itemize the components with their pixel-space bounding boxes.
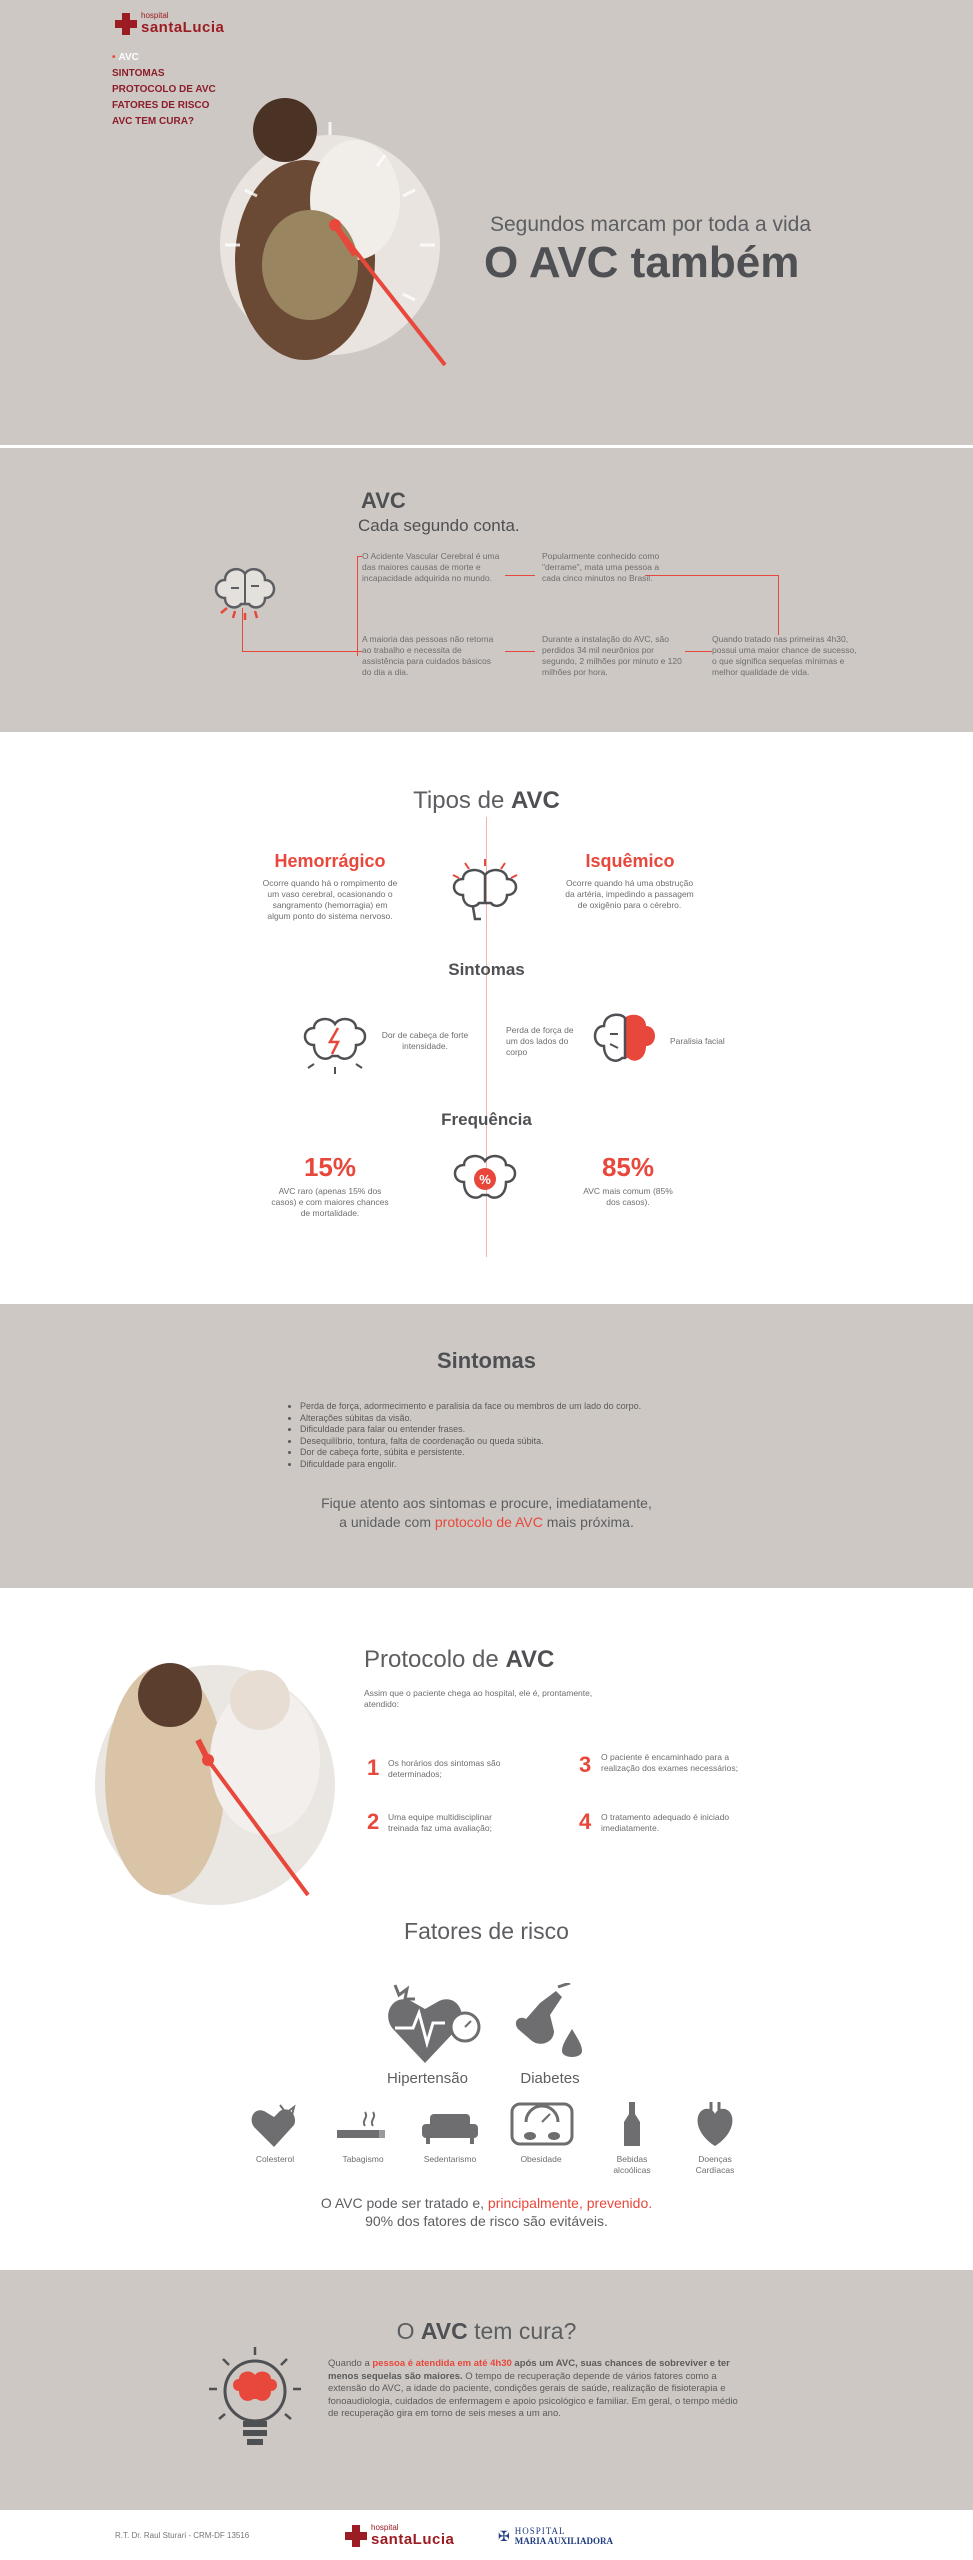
avc-subtitle: Cada segundo conta. <box>358 516 520 535</box>
protocolo-intro: Assim que o paciente chega ao hospital, ele é, prontamente, atendido: <box>364 1688 593 1709</box>
fator-hipertensao: Hipertensão <box>387 2070 468 2087</box>
cross-icon <box>345 2525 367 2547</box>
cura-text-a: Quando a <box>328 2358 370 2369</box>
hero-image-clock <box>205 80 475 380</box>
sintomas-cta-suffix: mais próxima. <box>546 1514 634 1530</box>
sintoma-item: • Alterações súbitas da visão. <box>300 1413 760 1425</box>
hemorragico-title: Hemorrágico <box>274 851 386 871</box>
sintomas-cta-prefix: a unidade com <box>339 1514 431 1530</box>
sintoma-item: • Desequilíbrio, tontura, falta de coordenação ou queda súbita. <box>300 1436 760 1448</box>
hero-subtitle: Segundos marcam por toda a vida <box>490 213 812 236</box>
freq-85-text: AVC mais comum (85% dos casos). <box>583 1186 673 1207</box>
step-text: O tratamento adequado é iniciado imediatamente. <box>601 1812 730 1833</box>
cura-title-bold: AVC <box>420 2318 468 2344</box>
logo-small-text: hospital <box>371 2523 399 2532</box>
freq-15-text: AVC raro (apenas 15% dos casos) e com maiores chances de mortalidade. <box>271 1186 389 1218</box>
sintoma-item: • Perda de força, adormecimento e paralisia da face ou membros de um lado do corpo. <box>300 1401 760 1413</box>
footer <box>0 2510 973 2560</box>
avc-title: AVC <box>361 488 406 513</box>
avc-fact-1: O Acidente Vascular Cerebral é uma das maiores causas de morte e incapacidade adquirida no mundo. <box>362 551 500 583</box>
frequencia-title: Frequência <box>441 1110 532 1129</box>
diabetes-icon <box>510 1983 590 2068</box>
tipos-title-plain: Tipos de <box>413 787 505 814</box>
freq-15-value: 15% <box>303 1152 357 1182</box>
isquemico-title: Isquêmico <box>585 851 675 871</box>
cura-text-b: pessoa é atendida em até 4h30 <box>372 2358 512 2369</box>
cura-title <box>0 2318 973 2345</box>
fator-diabetes: Diabetes <box>520 2070 580 2087</box>
fator-sedentarismo: Sedentarismo <box>423 2154 477 2164</box>
protocolo-title-plain: Protocolo de <box>364 1646 499 1673</box>
cura-title-plain2: tem cura? <box>474 2318 577 2344</box>
sintomas-cta <box>0 1494 973 1532</box>
step-text: Os horários dos sintomas são determinados; <box>388 1758 501 1779</box>
sintoma-dor-cabeca: Dor de cabeça de forte intensidade. <box>381 1030 469 1051</box>
tipos-title <box>0 787 973 815</box>
protocolo-section <box>0 1588 973 2268</box>
brain-lightbulb-icon <box>205 2345 305 2450</box>
cura-text-c: após um AVC, <box>514 2358 578 2369</box>
step-number: 1 <box>367 1755 380 1780</box>
brain-pulse-icon <box>445 857 525 927</box>
colesterol-icon <box>250 2103 300 2148</box>
partner-logo[interactable] <box>498 2526 613 2546</box>
bebidas-icon <box>620 2100 644 2148</box>
hypertension-icon <box>385 1983 490 2068</box>
fator-bebidas: Bebidas alcoólicas <box>613 2154 651 2175</box>
partner-emblem-icon: ✠ <box>498 2527 510 2544</box>
tipos-title-bold: AVC <box>510 787 560 814</box>
nav-cura[interactable]: AVC TEM CURA? <box>112 116 195 127</box>
fatores-title: Fatores de risco <box>404 1918 569 1944</box>
fatores-conclusion <box>0 2194 973 2230</box>
avc-fact-5: Quando tratado nas primeiras 4h30, possui uma maior chance de sucesso, o que significa sequelas mínimas e melhor qualidade de vida. <box>712 634 857 677</box>
step-text: Uma equipe multidisciplinar treinada faz uma avaliação; <box>388 1812 492 1833</box>
sintoma-perda-forca: Perda de força de um dos lados do corpo <box>506 1025 574 1057</box>
cura-section <box>0 2270 973 2510</box>
step-number: 2 <box>367 1809 380 1834</box>
sintomas-title: Sintomas <box>436 1348 537 1373</box>
sintomas-list <box>290 1401 760 1470</box>
step-number: 3 <box>579 1752 592 1777</box>
protocolo-title-bold: AVC <box>505 1646 555 1673</box>
nav-sintomas[interactable]: SINTOMAS <box>112 68 165 79</box>
tabagismo-icon <box>335 2108 390 2148</box>
partner-line2: MARIA AUXILIADORA <box>514 2536 613 2546</box>
obesidade-icon <box>508 2100 576 2148</box>
cross-icon <box>115 13 137 35</box>
partner-line1: HOSPITAL <box>514 2526 566 2536</box>
hero-title: O AVC também <box>484 238 800 287</box>
avc-fact-3: A maioria das pessoas não retorna ao trabalho e necessita de assistência para cuidados básicos do dia a dia. <box>362 634 494 677</box>
hemorragico-text: Ocorre quando há o rompimento de um vaso cerebral, ocasionando o sangramento (hemorragia) em algum ponto do sistema nervoso. <box>262 878 398 921</box>
brain-headache-icon <box>300 1010 370 1080</box>
brain-icon <box>205 558 285 638</box>
sintomas-section <box>0 1304 973 1588</box>
nav-fatores[interactable]: FATORES DE RISCO <box>112 100 210 111</box>
protocolo-image-clock <box>90 1640 350 1920</box>
tipos-section <box>0 732 973 1304</box>
cura-text-d: suas chances de sobreviver e ter menos sequelas são maiores. <box>328 2358 730 2382</box>
tipos-sintomas-title: Sintomas <box>448 960 525 979</box>
fator-colesterol: Colesterol <box>255 2154 295 2164</box>
logo-big-text: santaLucia <box>141 19 225 36</box>
sedentarismo-icon <box>420 2110 480 2146</box>
brain-half-icon <box>590 1008 660 1080</box>
footer-rt: R.T. Dr. Raul Sturari - CRM-DF 13516 <box>115 2531 250 2540</box>
hero-section <box>0 0 973 445</box>
step-text: O paciente é encaminhado para a realização dos exames necessários; <box>601 1752 739 1773</box>
cura-title-plain1: O <box>396 2318 415 2344</box>
logo-big-text: santaLucia <box>371 2531 455 2548</box>
nav-avc[interactable]: • AVC <box>112 50 216 66</box>
main-nav <box>112 50 216 130</box>
footer-logo[interactable] <box>345 2524 454 2547</box>
sintoma-item: • Dor de cabeça forte, súbita e persistente. <box>300 1447 760 1459</box>
percent-glyph: % <box>479 1172 491 1187</box>
avc-section <box>0 448 973 732</box>
doencas-cardiacas-icon <box>693 2100 737 2148</box>
nav-protocolo[interactable]: PROTOCOLO DE AVC <box>112 84 216 95</box>
sintoma-paralisia-facial: Paralisia facial <box>670 1036 725 1046</box>
sintoma-item: • Dificuldade para falar ou entender frases. <box>300 1424 760 1436</box>
sintomas-cta-link[interactable]: protocolo de AVC <box>434 1514 543 1530</box>
fator-tabagismo: Tabagismo <box>342 2154 384 2164</box>
cura-text-e: O tempo de recuperação depende de vários fatores como a extensão do AVC, a idade do paciente, condições gerais de saúde, realização de fisioterapia e fonoaudiologia, cuidados de enfermagem e apoio psicológico e familiar. Em geral, o tempo médio de recuperação gira em torno de seis meses a um ano. <box>328 2370 738 2419</box>
fatores-line1-prefix: O AVC pode ser tratado e, <box>320 2195 485 2211</box>
header-logo[interactable] <box>115 12 224 35</box>
isquemico-text: Ocorre quando há uma obstrução da artéria, impedindo a passagem de oxigênio para o cérebro. <box>565 878 694 910</box>
sintomas-cta-line1: Fique atento aos sintomas e procure, imediatamente, <box>321 1495 652 1511</box>
logo-small-text: hospital <box>141 11 169 20</box>
fatores-line2: 90% dos fatores de risco são evitáveis. <box>365 2213 608 2229</box>
step-number: 4 <box>579 1809 592 1834</box>
sintoma-item: • Dificuldade para engolir. <box>300 1459 760 1471</box>
avc-fact-4: Durante a instalação do AVC, são perdidos 34 mil neurônios por segundo, 2 milhões por minuto e 120 milhões por hora. <box>542 634 682 677</box>
avc-fact-2: Popularmente conhecido como "derrame", mata uma pessoa a cada cinco minutos no Brasil. <box>542 551 660 583</box>
fator-obesidade: Obesidade <box>520 2154 562 2164</box>
freq-85-value: 85% <box>601 1152 655 1182</box>
protocolo-title <box>364 1646 554 1674</box>
fator-doencas-cardiacas: Doenças Cardíacas <box>695 2154 735 2175</box>
fatores-line1-highlight: principalmente, prevenido. <box>487 2195 653 2211</box>
cura-text <box>328 2358 738 2421</box>
brain-percent-icon <box>450 1147 520 1217</box>
